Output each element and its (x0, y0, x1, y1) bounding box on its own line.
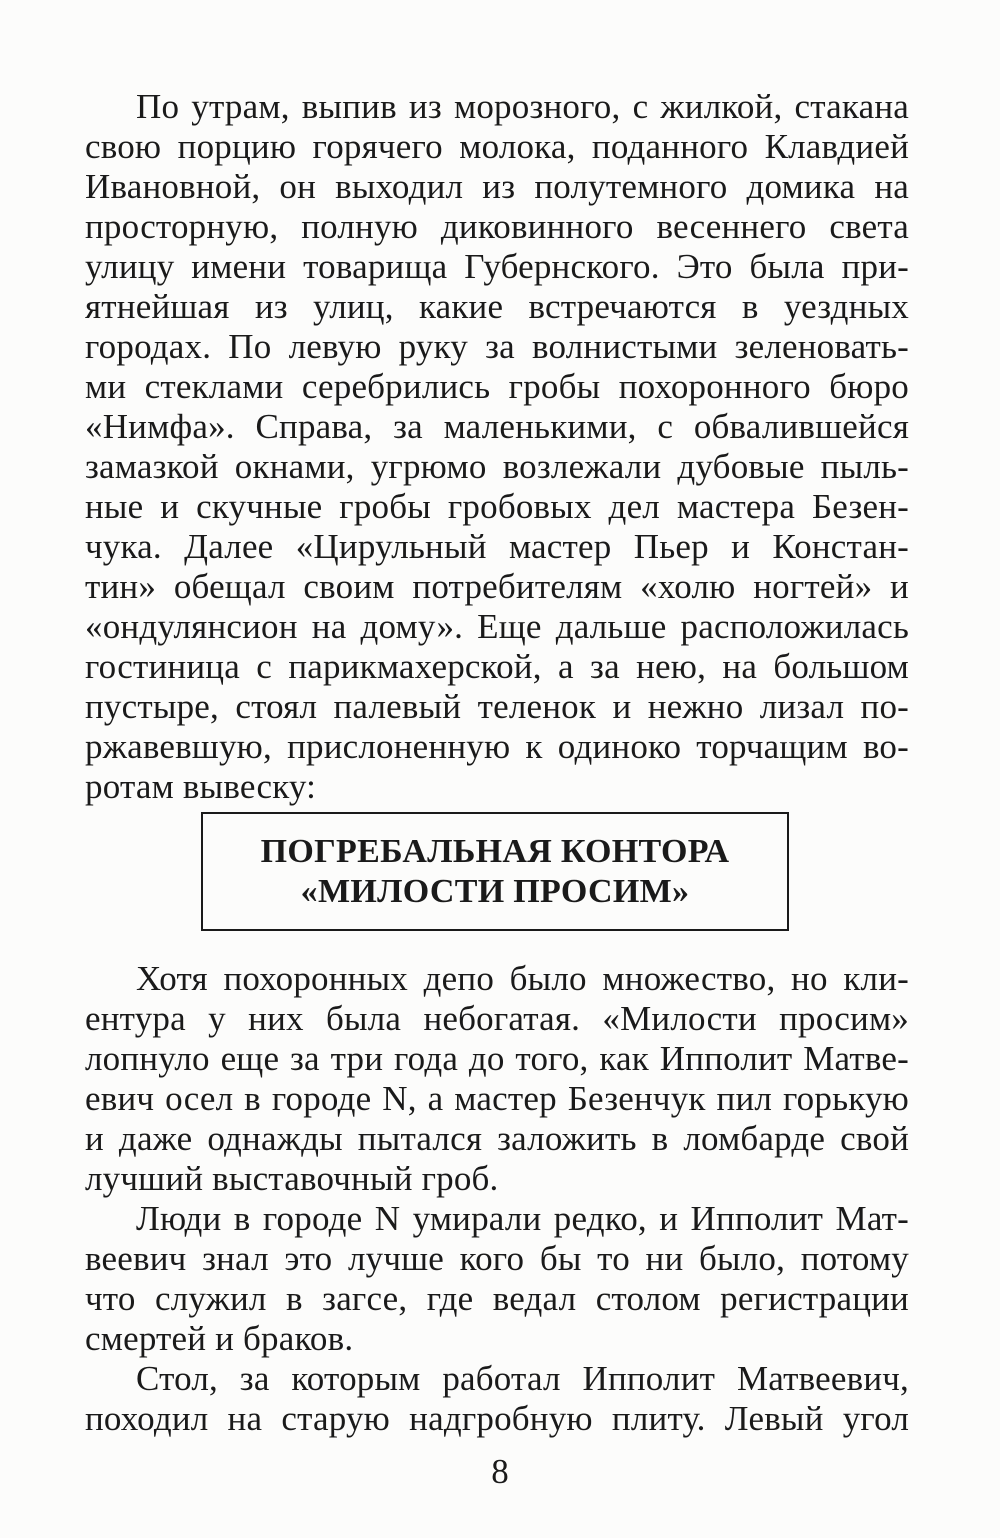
text-line: евич осел в городе N, а мастер Безенчук пил горькую (85, 1079, 909, 1118)
text-line: смертей и браков. (85, 1319, 354, 1358)
text-line: лучший выставочный гроб. (85, 1159, 499, 1198)
text-line: улицу имени товарища Губернского. Это была при- (85, 247, 909, 286)
text-line: тин» обещал своим потребителям «холю ногтей» и (85, 567, 909, 606)
text-line: Хотя похоронных депо было множество, но кли- (136, 959, 909, 998)
text-line: пустыре, стоял палевый теленок и нежно лизал по- (85, 687, 909, 726)
text-line: Ивановной, он выходил из полутемного домика на (85, 167, 909, 206)
signboard-line-2: «МИЛОСТИ ПРОСИМ» (300, 873, 690, 910)
text-line: и даже однажды пытался заложить в ломбарде свой (85, 1119, 909, 1158)
text-line: просторную, полную диковинного весеннего света (85, 207, 909, 246)
text-line: «ондулянсион на дому». Еще дальше расположилась (85, 607, 909, 646)
text-line: веевич знал это лучше кого бы то ни было, потому (85, 1239, 909, 1278)
text-line: ентура у них была небогатая. «Милости просим» (85, 999, 909, 1038)
text-line: По утрам, выпив из морозного, с жилкой, стакана (136, 87, 909, 126)
text-line: городах. По левую руку за волнистыми зеленовать- (85, 327, 909, 366)
text-line: «Нимфа». Справа, за маленькими, с обвалившейся (85, 407, 909, 446)
text-line: ные и скучные гробы гробовых дел мастера Безен- (85, 487, 909, 526)
text-line: ятнейшая из улиц, какие встречаются в уездных (85, 287, 909, 326)
text-line: лопнуло еще за три года до того, как Ипполит Матве- (85, 1039, 909, 1078)
text-line: замазкой окнами, угрюмо возлежали дубовые пыль- (85, 447, 909, 486)
signboard-box (201, 812, 789, 931)
text-line: ми стеклами серебрились гробы похоронного бюро (85, 367, 909, 406)
signboard-line-1: ПОГРЕБАЛЬНАЯ КОНТОРА (260, 833, 730, 870)
text-line: свою порцию горячего молока, поданного Клавдией (85, 127, 909, 166)
text-line: Стол, за которым работал Ипполит Матвеевич, (136, 1359, 909, 1398)
text-line: ржавевшую, прислоненную к одиноко торчащим во- (85, 727, 909, 766)
text-line: гостиница с парикмахерской, а за нею, на большом (85, 647, 909, 686)
text-line: походил на старую надгробную плиту. Левый угол (85, 1399, 909, 1438)
text-line: чука. Далее «Цирульный мастер Пьер и Констан- (85, 527, 909, 566)
text-line: Люди в городе N умирали редко, и Ипполит Мат- (136, 1199, 909, 1238)
text-line: ротам вывеску: (85, 767, 317, 806)
text-line: что служил в загсе, где ведал столом регистрации (85, 1279, 909, 1318)
page-number: 8 (491, 1452, 509, 1491)
